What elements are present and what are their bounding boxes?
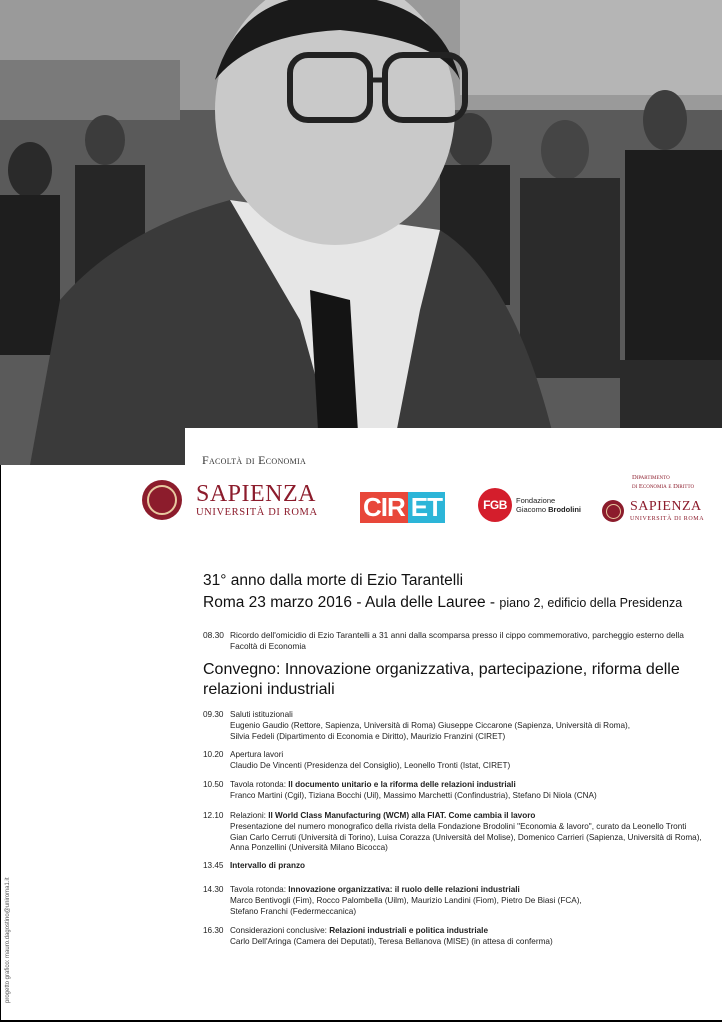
program-item bbox=[203, 885, 722, 917]
program-title: Il documento unitario e la riforma delle relazioni industriali bbox=[288, 780, 516, 789]
program-time: 13.45 bbox=[203, 861, 224, 870]
program-item bbox=[203, 750, 722, 772]
convegno-title: Convegno: Innovazione organizzativa, partecipazione, riforma delle relazioni industriali bbox=[203, 661, 680, 698]
sapienza-seal-icon bbox=[142, 480, 182, 520]
program-time: 14.30 bbox=[203, 885, 224, 894]
sapienza-sub: UNIVERSITÀ DI ROMA bbox=[196, 506, 318, 518]
program-time: 10.20 bbox=[203, 750, 224, 759]
intro-item bbox=[203, 630, 703, 652]
program-title: Relazioni industriali e politica industriale bbox=[329, 926, 488, 935]
program-line: Silvia Fedeli (Dipartimento di Economia e Diritto), Maurizio Franzini (CIRET) bbox=[230, 731, 506, 741]
department-line1: Dipartimento bbox=[632, 474, 670, 481]
photo-illustration bbox=[0, 0, 722, 465]
event-location-sub: piano 2, edificio della Presidenza bbox=[499, 596, 683, 610]
faculty-label: Facoltà di Economia bbox=[202, 453, 307, 467]
program-item bbox=[203, 926, 722, 948]
program-title: Intervallo di pranzo bbox=[230, 861, 306, 870]
program-time: 10.50 bbox=[203, 780, 224, 789]
logo-row bbox=[0, 478, 722, 538]
program-line: Stefano Franchi (Federmeccanica) bbox=[230, 906, 357, 916]
page-border-left bbox=[0, 465, 1, 1022]
event-date-location bbox=[203, 594, 682, 612]
program-time: 09.30 bbox=[203, 710, 224, 719]
sapienza-small-sub: UNIVERSITÀ DI ROMA bbox=[630, 516, 705, 522]
program-line: Anna Ponzellini (Università Milano Bicocca) bbox=[230, 843, 388, 853]
ciret-logo bbox=[360, 492, 445, 522]
fgb-line3: Brodolini bbox=[548, 505, 582, 514]
program-item bbox=[203, 710, 722, 742]
program-line: Gian Carlo Cerruti (Università di Torino), Luisa Corazza (Università del Molise), Domenico Carrieri (Sapienza, Università di Roma), bbox=[230, 832, 702, 842]
fgb-line1: Fondazione bbox=[516, 496, 556, 505]
program-line: Franco Martini (Cgil), Tiziana Bocchi (Uil), Massimo Marchetti (Confindustria), Stefano Di Niola (CNA) bbox=[230, 790, 597, 800]
ciret-part2: ET bbox=[408, 492, 445, 523]
intro-text: Ricordo dell'omicidio di Ezio Tarantelli a 31 anni dalla scomparsa presso il cippo commemorativo, parcheggio esterno della Facoltà di Economia bbox=[230, 630, 684, 651]
program-item bbox=[203, 780, 722, 802]
fgb-badge-icon: FGB bbox=[478, 488, 512, 522]
sapienza-small-name: SAPIENZA bbox=[630, 499, 702, 514]
program-title: Innovazione organizzativa: il ruolo delle relazioni industriali bbox=[288, 885, 520, 894]
program-prefix: Considerazioni conclusive: bbox=[230, 926, 330, 935]
sapienza-small-logo bbox=[602, 500, 704, 522]
program-line: Presentazione del numero monografico della rivista della Fondazione Brodolini "Economia & lavoro", curato da Leonello Tronti bbox=[230, 821, 687, 831]
department-label bbox=[632, 474, 694, 492]
program-prefix: Relazioni: bbox=[230, 811, 269, 820]
sapienza-logo bbox=[142, 480, 318, 520]
fgb-logo bbox=[478, 488, 581, 522]
sapienza-small-seal-icon bbox=[602, 500, 624, 522]
program-line: Marco Bentivogli (Fim), Rocco Palombella (Uilm), Maurizio Landini (Fiom), Pietro De Biasi (FCA), bbox=[230, 895, 582, 905]
program-item bbox=[203, 861, 722, 872]
intro-time: 08.30 bbox=[203, 630, 224, 640]
program-line: Claudio De Vincenti (Presidenza del Consiglio), Leonello Tronti (Istat, CIRET) bbox=[230, 760, 511, 770]
fgb-line2: Giacomo bbox=[516, 505, 547, 514]
ciret-part1: CIR bbox=[360, 492, 408, 523]
program-title: Saluti istituzionali bbox=[230, 710, 293, 719]
program-item bbox=[203, 811, 722, 854]
program-time: 12.10 bbox=[203, 811, 224, 820]
program-prefix: Tavola rotonda: bbox=[230, 780, 289, 789]
program-prefix: Tavola rotonda: bbox=[230, 885, 289, 894]
program-title: Apertura lavori bbox=[230, 750, 284, 759]
sapienza-name: SAPIENZA bbox=[196, 480, 317, 507]
event-date-main: Roma 23 marzo 2016 - Aula delle Lauree - bbox=[203, 594, 500, 611]
design-credit: progetto grafico: mauro.dagostino@uniroma1.it bbox=[5, 877, 11, 1003]
program-title: Il World Class Manufacturing (WCM) alla FIAT. Come cambia il lavoro bbox=[268, 811, 536, 820]
program-time: 16.30 bbox=[203, 926, 224, 935]
portrait-photo bbox=[0, 0, 722, 465]
department-line2: di Economia e Diritto bbox=[632, 482, 695, 490]
event-title: 31° anno dalla morte di Ezio Tarantelli bbox=[203, 572, 464, 589]
program-line: Eugenio Gaudio (Rettore, Sapienza, Università di Roma) Giuseppe Ciccarone (Sapienza, Università di Roma), bbox=[230, 720, 631, 730]
program-line: Carlo Dell'Aringa (Camera dei Deputati), Teresa Bellanova (MISE) (in attesa di conferma) bbox=[230, 936, 553, 946]
